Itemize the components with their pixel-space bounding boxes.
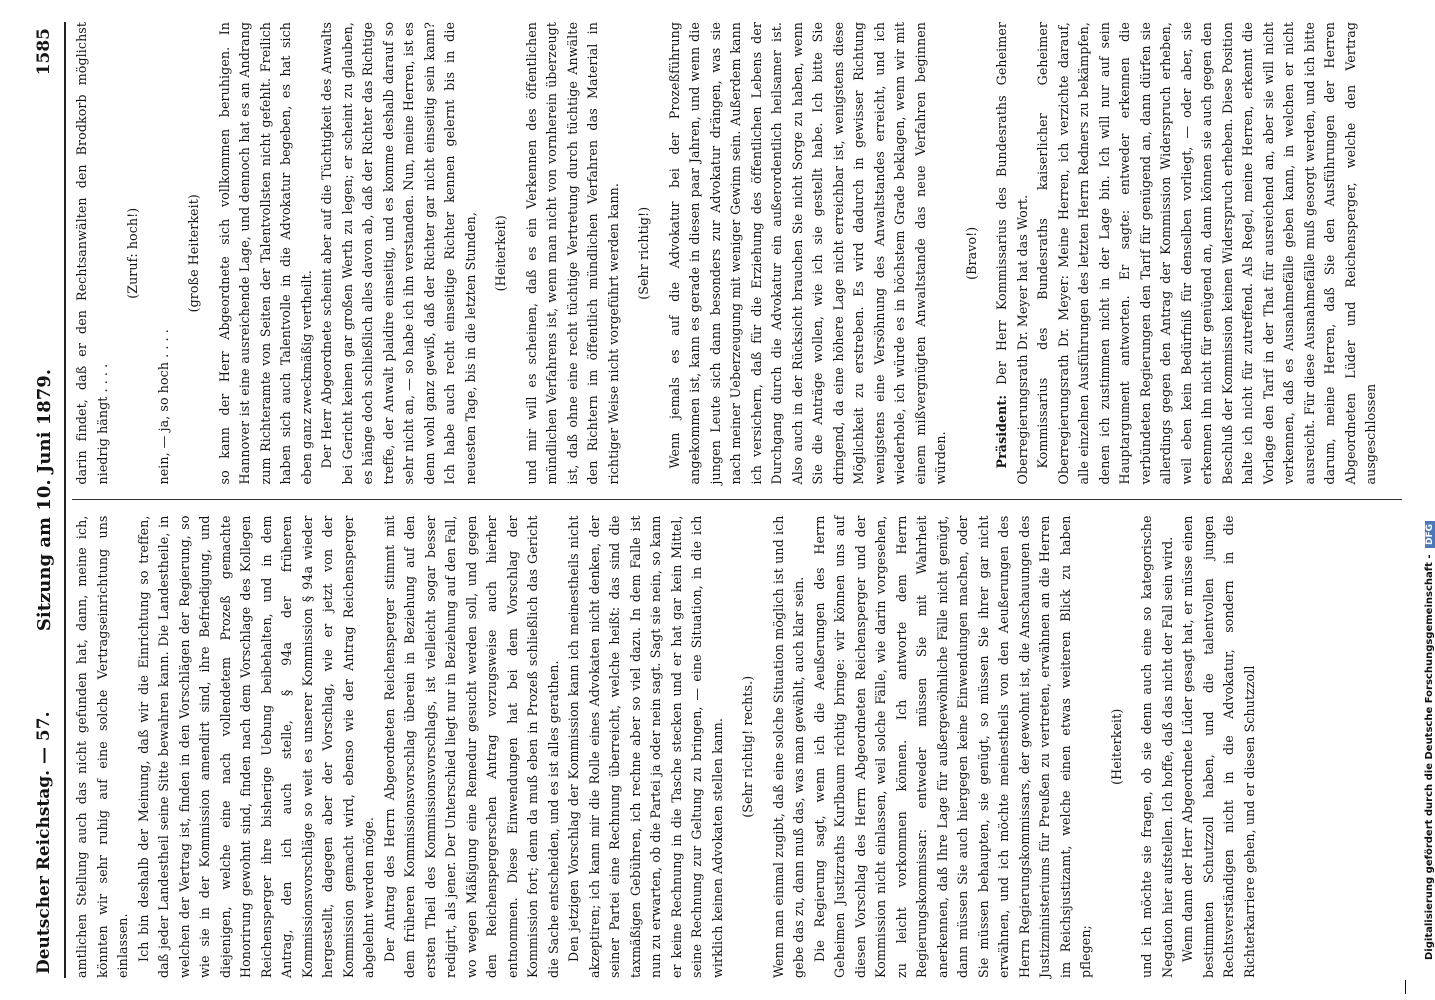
interjection: (große Heiterkeit) bbox=[186, 194, 201, 313]
paragraph: Der Herr Abgeordnete scheint aber auf die Tüchtigkeit des Anwalts bei Gericht keinen gar großen Werth zu legen; er scheint zu glauben, es hänge doch schließlich alles davon ab, daß der Richter das Richtige treffe, der Anwalt plaidire einseitig, und es komme deshalb darauf so sehr nicht an, — so habe ich ihn verstanden. Nun, meine Herren, ist es denn wohl ganz gewiß, daß der Richter gar nicht einseitig sein kann? Ich habe auch recht einseitige Richter kennen gelernt bis in die neuesten Tage, bis in die letzten Stunden, bbox=[319, 22, 478, 485]
left-column bbox=[72, 516, 1402, 979]
paragraph: Kommissarius des Bundesraths kaiserlicher Geheimer Oberregierungsrath Dr. Meyer: Meine Herren, ich verzichte darauf, alle einzelnen Ausführungen des letzten Herrn Redners zu bekämpfen, denen ich zustimmen nicht in der Lage bin. Ich will nur auf sein Hauptargument antworten. Er sagte: entweder erkennen die verbündeten Regierungen den Tarif für genügend an, dann dürfen sie allerdings gegen den Antrag der Kommission Widerspruch erheben, weil eben kein Bedürfniß für denselben vorliegt, — oder aber, sie erkennen ihn nicht für genügend an, dann können sie auch gegen den Beschluß der Kommission keinen Widerspruch erheben. Diese Position halte ich nicht für zutreffend. Als Regel, meine Herren, erkennt die Vorlage den Tarif in der That für ausreichend an, aber sie will nicht verkennen, daß es Ausnahmefälle geben kann, in welchen er nicht ausreicht. Für diese Ausnahmefälle muß gesorgt werden, und ich bitte darum, meine Herren, daß Sie den Ausführungen der Herren Abgeordneten Lüder und Reichensperger, welche den Vertrag ausgeschlossen bbox=[1035, 22, 1378, 485]
page-header bbox=[30, 22, 66, 978]
speaker-label: Präsident: bbox=[994, 394, 1009, 469]
paragraph: nein, — ja, so hoch . . . . bbox=[155, 329, 171, 485]
credit-text: Digitalisierung gefördert durch die Deutsche Forschungsgemeinschaft - bbox=[1424, 554, 1435, 960]
header-publication: Deutscher Reichstag. — 57. bbox=[34, 711, 54, 974]
page-number: 1585 bbox=[34, 28, 54, 76]
paragraph: Ich bin deshalb der Meinung, daß wir die Einrichtung so treffen, daß jeder Landestheil seine Sitte bewahren kann. Die Landestheile, in welchen der Vertrag ist, finden in den Vorschlägen der Regierung, so wie sie in der Kommission amendirt sind, ihre Befriedigung, und diejenigen, welche eine nach vollendetem Prozeß gemachte Honorirung gewohnt sind, finden nach dem Vorschlage des Kollegen Reichensperger ihre bisherige Uebung beibehalten, und in dem Antrag, den ich auch stelle, § 94a der früheren Kommissionsvorschläge so weit es unserer Kommission § 94a wieder hergestellt, dagegen aber der Vorschlag, wie er jetzt von der Kommission gemacht wird, ebenso wie der Antrag Reichensperger abgelehnt werden möge. bbox=[135, 515, 376, 978]
interjection: (Sehr richtig!) bbox=[636, 206, 651, 300]
paragraph: amtlichen Stellung auch das nicht gefunden hat, dann, meine ich, könnten wir sehr ruhig auf eine solche Vertragseinrichtung uns einlassen. bbox=[74, 515, 130, 978]
paragraph: Wenn jemals es auf die Advokatur bei der Prozeßführung angekommen ist, kann es gerade in diesen paar Jahren, und wenn die jungen Leute sich dann besonders zur Advokatur drängen, was sie nach meiner Ueberzeugung mit weniger Gewinn sein. Außerdem kann ich versichern, daß für die Erziehung des öffentlichen Lebens der Durchgang durch die Advokatur ein außerordentlich heilsamer ist. Also auch in der Rücksicht brauchen Sie nicht Sorge zu haben, wenn Sie die Anträge wollen, wie ich sie gestellt habe. Ich bitte Sie dringend, da eine höhere Lage nicht erreichbar ist, wenigstens diese Möglichkeit zu erstreben. Es wird dadurch in gewisser Richtung wenigstens eine Versöhnung des Anwaltstandes erreicht, und ich wiederhole, ich würde es in höchstem Grade beklagen, wenn wir mit einem mißvergnügten Anwaltstande das neue Verfahren beginnen würden. bbox=[666, 22, 948, 485]
interjection: (Heiterkeit) bbox=[1108, 708, 1124, 785]
interjection: (Sehr richtig! rechts.) bbox=[740, 675, 755, 818]
paragraph-text: Der Herr Kommissarius des Bundesraths Geheimer Oberregierungsrath Dr. Meyer hat das Wort. bbox=[994, 22, 1030, 485]
scan-mark bbox=[1405, 980, 1406, 994]
interjection: (Bravo!) bbox=[963, 226, 979, 280]
text-columns bbox=[72, 22, 1402, 978]
interjection: (Zuruf: hoch!) bbox=[125, 207, 140, 299]
paragraph: Die Regierung sagt, wenn ich die Aeußerungen des Herrn Geheimen Justizraths Kurlbaum richtig bringe: wir können uns auf diesen Vorschlag des Herrn Abgeordneten Reichensperger und der Kommission nicht einlassen, weil solche Fälle, wie darin vorgesehen, zu leicht vorkommen können. Ich antworte dem Herrn Regierungskommissar: entweder müssen Sie mit Wahrheit anerkennen, daß Ihre Lage für außergewöhnliche Fälle nicht genügt, dann müssen Sie auch hiergegen keine Einwendungen machen, oder Sie müssen behaupten, sie genügt, so müssen Sie ihrer gar nicht erwähnen, und ich möchte meinestheils von den Aeußerungen des Herrn Regierungskommissars, der gewohnt ist, die Anschauungen des Justizministeriums für Preußen zu vertreten, erwähnen an die Herren im Reichsjustizamt, welche einen etwas weiteren Blick zu haben pflegen; bbox=[811, 515, 1093, 978]
digitization-credit bbox=[1424, 521, 1435, 960]
paragraph: Wenn dann der Herr Abgeordnete Lüder gesagt hat, er müsse einen bestimmten Schutzzoll haben, und die talentvollen jungen Rechtsverständigen nicht in die Advokatur, sondern in die Richterkarriere gehen, und er diesen Schutzzoll bbox=[1180, 515, 1257, 978]
paragraph: und mir will es scheinen, daß es ein Verkennen des öffentlichen mündlichen Verfahrens ist, wenn man nicht von vornherein überzeugt ist, daß ohne eine recht tüchtige Vertretung durch tüchtige Anwälte den Richtern im öffentlich mündlichen Verfahren das Material in richtiger Weise nicht vorgeführt werden kann. bbox=[523, 22, 621, 485]
dfg-logo: DFG bbox=[1425, 521, 1435, 548]
header-session: Sitzung am 10. Juni 1879. bbox=[34, 368, 55, 632]
interjection: (Heiterkeit) bbox=[493, 215, 508, 292]
paragraph: Der Antrag des Herrn Abgeordneten Reichensperger stimmt mit dem früheren Kommissionsvorschlag überein in Beziehung auf den ersten Theil des Kommissionsvorschlags, ist vielleicht sogar besser redigirt, als jener. Der Unterschied liegt nur in Beziehung auf den Fall, wo wegen Mäßigung eine Remedur gesucht werden soll, und gegen den Reichenspergerschen Antrag vorzugsweise auch hierher entnommen. Diese Einwendungen hat bei dem Vorschlag der Kommission fort; denn da muß eben in Prozeß schließlich das Gericht die Sache entscheiden, und es ist alles gerathen. bbox=[381, 515, 561, 978]
paragraph: Wenn man einmal zugibt, daß eine solche Situation möglich ist und ich gebe das zu, dann muß das, was man gewählt, auch klar sein. bbox=[770, 515, 806, 978]
paragraph: so kann der Herr Abgeordnete sich vollkommen beruhigen. In Hannover ist eine ausreichende Lage, und dennoch hat es an Andrang zum Richteramte von Seiten der Talentvollsten nicht gefehlt. Freilich haben sich auch Talentvolle in die Advokatur begeben, es hat sich eben ganz zweckmäßig vertheilt. bbox=[216, 22, 314, 485]
right-column bbox=[72, 22, 1402, 485]
paragraph: und ich möchte sie fragen, ob sie denn auch eine so kategorische Negation hier aufstellen. Ich hoffe, daß das nicht der Fall sein wird. bbox=[1139, 515, 1175, 978]
paragraph: Den jetzigen Vorschlag der Kommission kann ich meinestheils nicht akzeptiren; ich kann mir die Rolle eines Advokaten nicht denken, der seiner Partei eine Rechnung überreicht, welche heißt: das sind die taxmäßigen Gebühren, ich rechne aber so viel dazu. In dem Falle ist nun zu erwarten, ob die Partei ja oder nein sagt. Sagt sie nein, so kann er keine Rechnung in die Tasche stecken und er hat gar kein Mittel, seine Rechnung zur Geltung zu bringen, — eine Situation, in die ich wirklich keinen Advokaten stellen kann. bbox=[566, 515, 725, 978]
paragraph bbox=[992, 22, 1033, 485]
paragraph: darin findet, daß er den Rechtsanwälten den Brodkorb möglichst niedrig hängt . . . . bbox=[74, 22, 110, 485]
column-divider bbox=[72, 500, 1402, 501]
